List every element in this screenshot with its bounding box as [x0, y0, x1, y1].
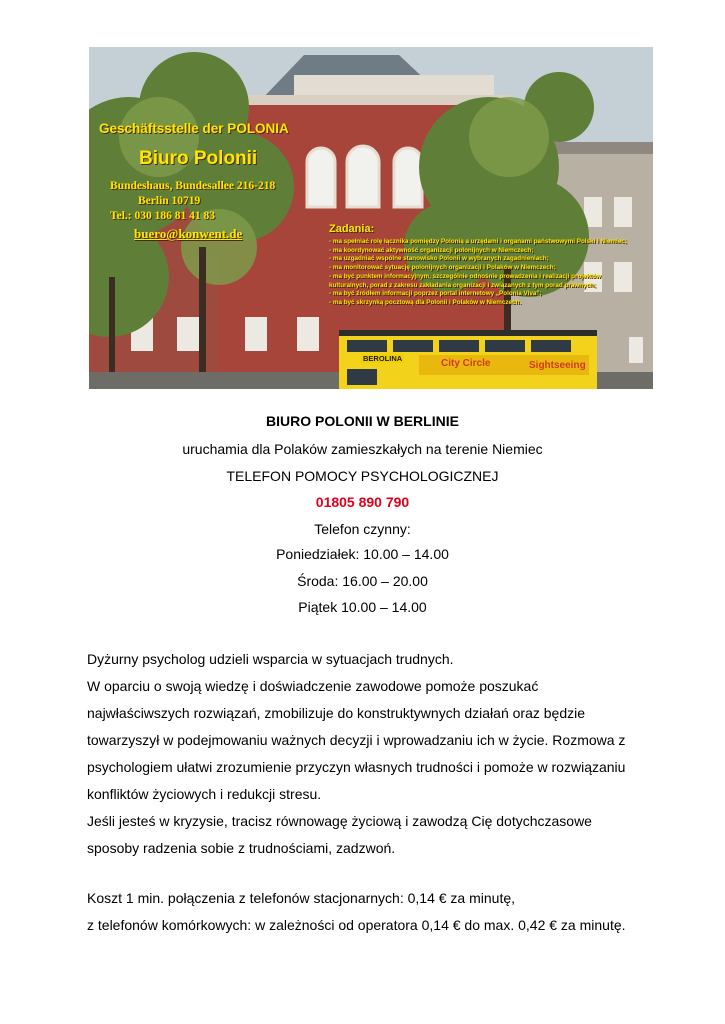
overlay-task-item: - ma być źródłem informacji poprzez portal internetowy „Polonia Viva”;: [329, 290, 542, 298]
bus-city-circle-label: City Circle: [441, 358, 491, 369]
hours-wednesday: Środa: 16.00 – 20.00: [297, 573, 428, 589]
bus-brand-label: BEROLINA: [363, 354, 403, 363]
overlay-task-item: - ma koordynować aktywność organizacji polonijnych w Niemczech;: [329, 246, 534, 254]
overlay-email: buero@konwent.de: [134, 226, 243, 241]
overlay-tasks-list: [329, 238, 627, 308]
overlay-task-item: kulturalnych, porad z zakresu zakładania organizacji i związanych z tym porad prawnych;: [329, 281, 596, 289]
active-hours-label: Telefon czynny:: [314, 521, 411, 537]
text-line: Jeśli jesteś w kryzysie, tracisz równowagę życiową i zawodzą Cię dotychczasowe: [87, 813, 592, 829]
service-name: TELEFON POMOCY PSYCHOLOGICZNEJ: [226, 468, 499, 484]
overlay-phone: Tel.: 030 186 81 41 83: [110, 210, 215, 222]
overlay-office-name: Biuro Polonii: [139, 148, 258, 169]
overlay-task-item: - ma spełniać rolę łącznika pomiędzy Polonią a urzędami i organami państwowymi Polski i Niemiec;: [329, 238, 627, 245]
bus-sightseeing-label: Sightseeing: [529, 360, 586, 371]
overlay-task-item: - ma być punktem informacyjnym, szczególnie odnośnie prowadzenia i realizacji projektów: [329, 272, 601, 280]
text-line: sposoby radzenia sobie z trudnościami, zadzwoń.: [87, 840, 396, 856]
text-line: W oparciu o swoją wiedzę i doświadczenie zawodowe pomoże poszukać: [87, 678, 539, 694]
text-line: Dyżurny psycholog udzieli wsparcia w sytuacjach trudnych.: [87, 651, 454, 667]
text-line: towarzyszył w podejmowaniu ważnych decyzji i wprowadzaniu ich w życie. Rozmowa z: [87, 732, 626, 748]
hours-monday: Poniedziałek: 10.00 – 14.00: [276, 546, 449, 562]
hours-friday: Piątek 10.00 – 14.00: [298, 599, 427, 615]
page-subtitle: uruchamia dla Polaków zamieszkałych na terenie Niemiec: [182, 441, 543, 457]
overlay-task-item: - ma być skrzynką pocztową dla Polonii i Polaków w Niemczech.: [329, 298, 522, 306]
overlay-task-item: - ma monitorować sytuację polonijnych organizacji i Polaków w Niemczech;: [329, 264, 556, 272]
text-line: psychologiem ułatwi zrozumienie przyczyn własnych trudności i pomoże w rozwiązaniu: [87, 759, 626, 775]
text-line: konfliktów życiowych i redukcji stresu.: [87, 786, 322, 802]
text-line: z telefonów komórkowych: w zależności od operatora 0,14 € do max. 0,42 € za minutę.: [87, 917, 626, 933]
text-line: Koszt 1 min. połączenia z telefonów stacjonarnych: 0,14 € za minutę,: [87, 890, 516, 906]
overlay-task-item: - ma uzgadniać wspólne stanowisko Polonii w wybranych zagadnieniach;: [329, 255, 549, 263]
cost-paragraph: [87, 885, 687, 939]
page-title: BIURO POLONII W BERLINIE: [266, 413, 459, 429]
description-paragraph: [87, 646, 687, 862]
overlay-city: Berlin 10719: [138, 195, 201, 207]
overlay-heading: Geschäftsstelle der POLONIA: [99, 121, 289, 136]
phone-number: 01805 890 790: [315, 494, 410, 510]
overlay-address: Bundeshaus, Bundesallee 216-218: [110, 180, 276, 192]
header-photo: [89, 47, 653, 389]
text-line: najwłaściwszych rozwiązań, zmobilizuje do konstruktywnych działań oraz będzie: [87, 705, 585, 721]
overlay-tasks-title: Zadania:: [329, 223, 375, 235]
